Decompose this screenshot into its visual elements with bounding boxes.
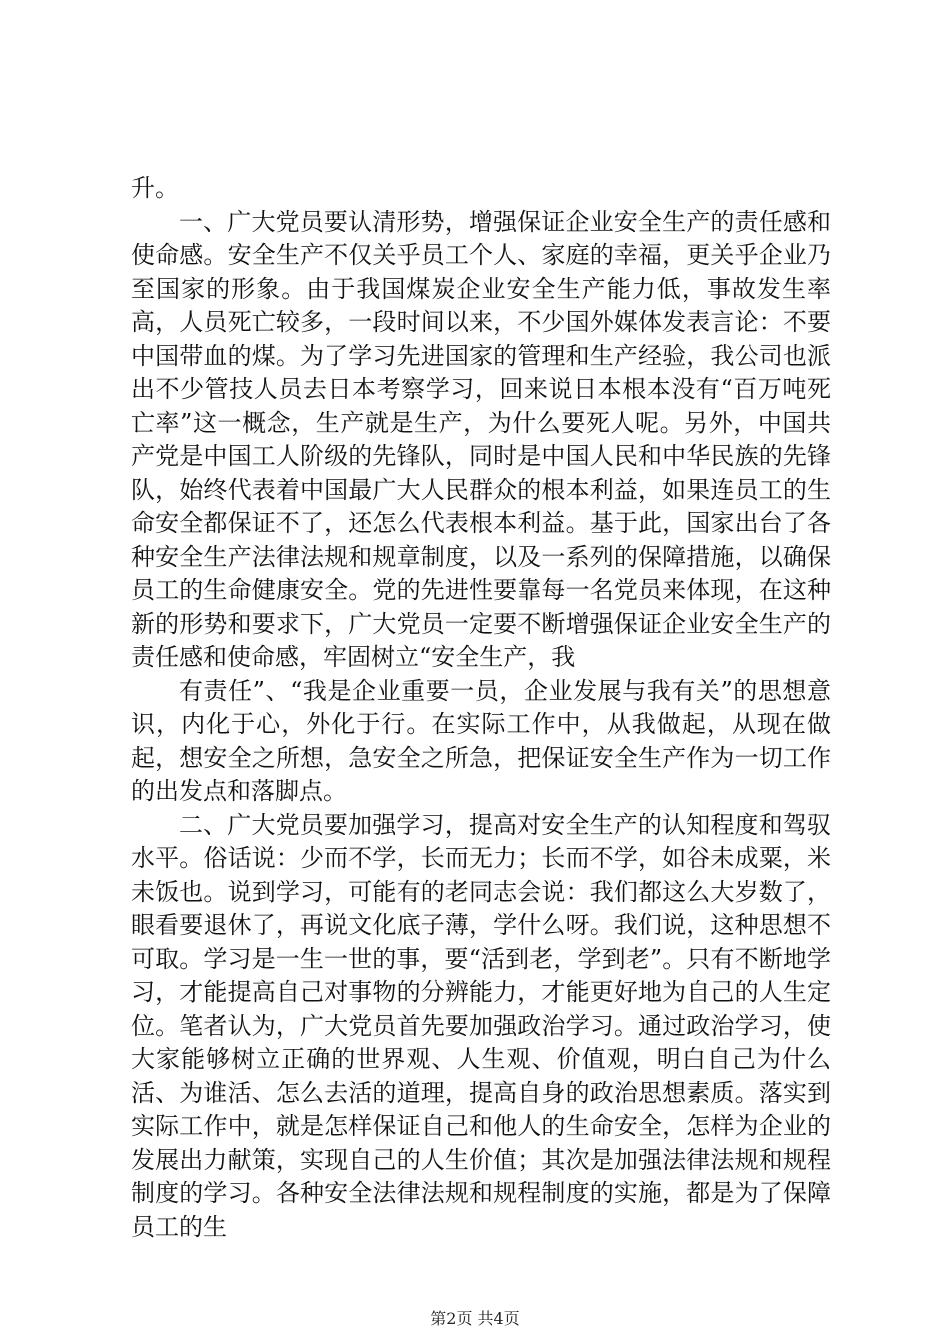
paragraph-section-one-continued: 有责任”、“我是企业重要一员，企业发展与我有关”的思想意识，内化于心，外化于行。在实际工作中，从我做起，从现在做起，想安全之所想，急安全之所急，把保证安全生产作为一切工作的出发点和落脚点。 xyxy=(131,676,831,805)
paragraph-continuation: 升。 xyxy=(131,174,179,202)
paragraph-section-two: 二、广大党员要加强学习，提高对安全生产的认知程度和驾驭水平。俗话说：少而不学，长而无力；长而不学，如谷未成粟，米未饭也。说到学习，可能有的老同志会说：我们都这么大岁数了，眼看要退休了，再说文化底子薄，学什么呀。我们说，这种思想不可取。学习是一生一世的事，要“活到老，学到老”。只有不断地学习，才能提高自己对事物的分辨能力，才能更好地为自己的人生定位。笔者认为，广大党员首先要加强政治学习。通过政治学习，使大家能够树立正确的世界观、人生观、价值观，明白自己为什么活、为谁活、怎么去活的道理，提高自身的政治思想素质。落实到实际工作中，就是怎样保证自己和他人的生命安全，怎样为企业的发展出力献策，实现自己的人生价值；其次是加强法律法规和规程制度的学习。各种安全法律法规和规程制度的实施，都是为了保障员工的生 xyxy=(131,810,831,1241)
body-text xyxy=(131,172,831,1244)
page-footer: 第2页 共4页 xyxy=(430,1309,520,1328)
paragraph-section-one: 一、广大党员要认清形势，增强保证企业安全生产的责任感和使命感。安全生产不仅关乎员工个人、家庭的幸福，更关乎企业乃至国家的形象。由于我国煤炭企业安全生产能力低，事故发生率高，人员死亡较多，一段时间以来，不少国外媒体发表言论：不要中国带血的煤。为了学习先进国家的管理和生产经验，我公司也派出不少管技人员去日本考察学习，回来说日本根本没有“百万吨死亡率”这一概念，生产就是生产，为什么要死人呢。另外，中国共产党是中国工人阶级的先锋队，同时是中国人民和中华民族的先锋队，始终代表着中国最广大人民群众的根本利益，如果连员工的生命安全都保证不了，还怎么代表根本利益。基于此，国家出台了各种安全生产法律法规和规章制度，以及一系列的保障措施，以确保员工的生命健康安全。党的先进性要靠每一名党员来体现，在这种新的形势和要求下，广大党员一定要不断增强保证企业安全生产的责任感和使命感，牢固树立“安全生产，我 xyxy=(131,207,831,671)
